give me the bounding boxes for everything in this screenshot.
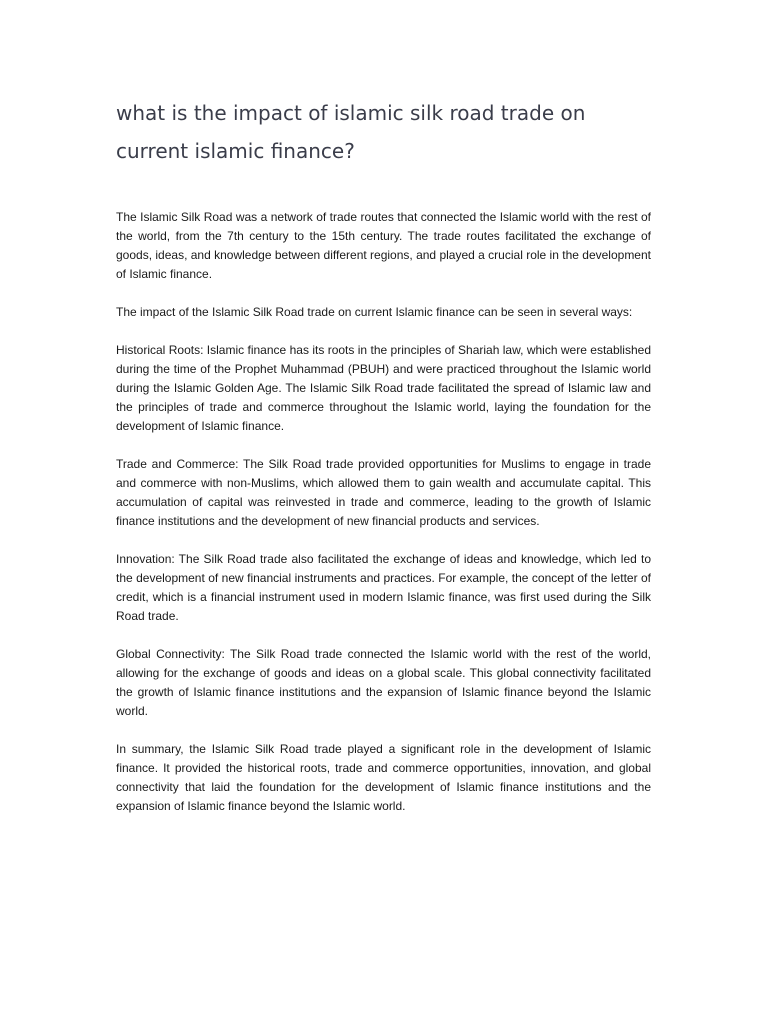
- document-body: [116, 208, 651, 835]
- paragraph-global-connectivity: Global Connectivity: The Silk Road trade connected the Islamic world with the rest of the world, allowing for the exchange of goods and ideas on a global scale. This global connectivity facilitated the growth of Islamic finance institutions and the expansion of Islamic finance beyond the Islamic world.: [116, 647, 651, 718]
- paragraph-trade-commerce: Trade and Commerce: The Silk Road trade provided opportunities for Muslims to engage in trade and commerce with non-Muslims, which allowed them to gain wealth and accumulate capital. This accumulation of capital was reinvested in trade and commerce, leading to the growth of Islamic finance institutions and the development of new financial products and services.: [116, 457, 651, 528]
- paragraph-summary: In summary, the Islamic Silk Road trade played a significant role in the development of Islamic finance. It provided the historical roots, trade and commerce opportunities, innovation, and global connectivity that laid the foundation for the development of Islamic finance institutions and the expansion of Islamic finance beyond the Islamic world.: [116, 742, 651, 813]
- paragraph-innovation: Innovation: The Silk Road trade also facilitated the exchange of ideas and knowledge, which led to the development of new financial instruments and practices. For example, the concept of the letter of credit, which is a financial instrument used in modern Islamic finance, was first used during the Silk Road trade.: [116, 552, 651, 623]
- document-title: what is the impact of islamic silk road trade on current islamic finance?: [116, 101, 586, 163]
- paragraph-historical-roots: Historical Roots: Islamic finance has its roots in the principles of Shariah law, which were established during the time of the Prophet Muhammad (PBUH) and were practiced throughout the Islamic world during the Islamic Golden Age. The Islamic Silk Road trade facilitated the spread of Islamic law and the principles of trade and commerce throughout the Islamic world, laying the foundation for the development of Islamic finance.: [116, 343, 651, 433]
- paragraph-impact-lead: The impact of the Islamic Silk Road trade on current Islamic finance can be seen in several ways:: [116, 305, 633, 319]
- paragraph-intro: The Islamic Silk Road was a network of trade routes that connected the Islamic world with the rest of the world, from the 7th century to the 15th century. The trade routes facilitated the exchange of goods, ideas, and knowledge between different regions, and played a crucial role in the development of Islamic finance.: [116, 210, 651, 281]
